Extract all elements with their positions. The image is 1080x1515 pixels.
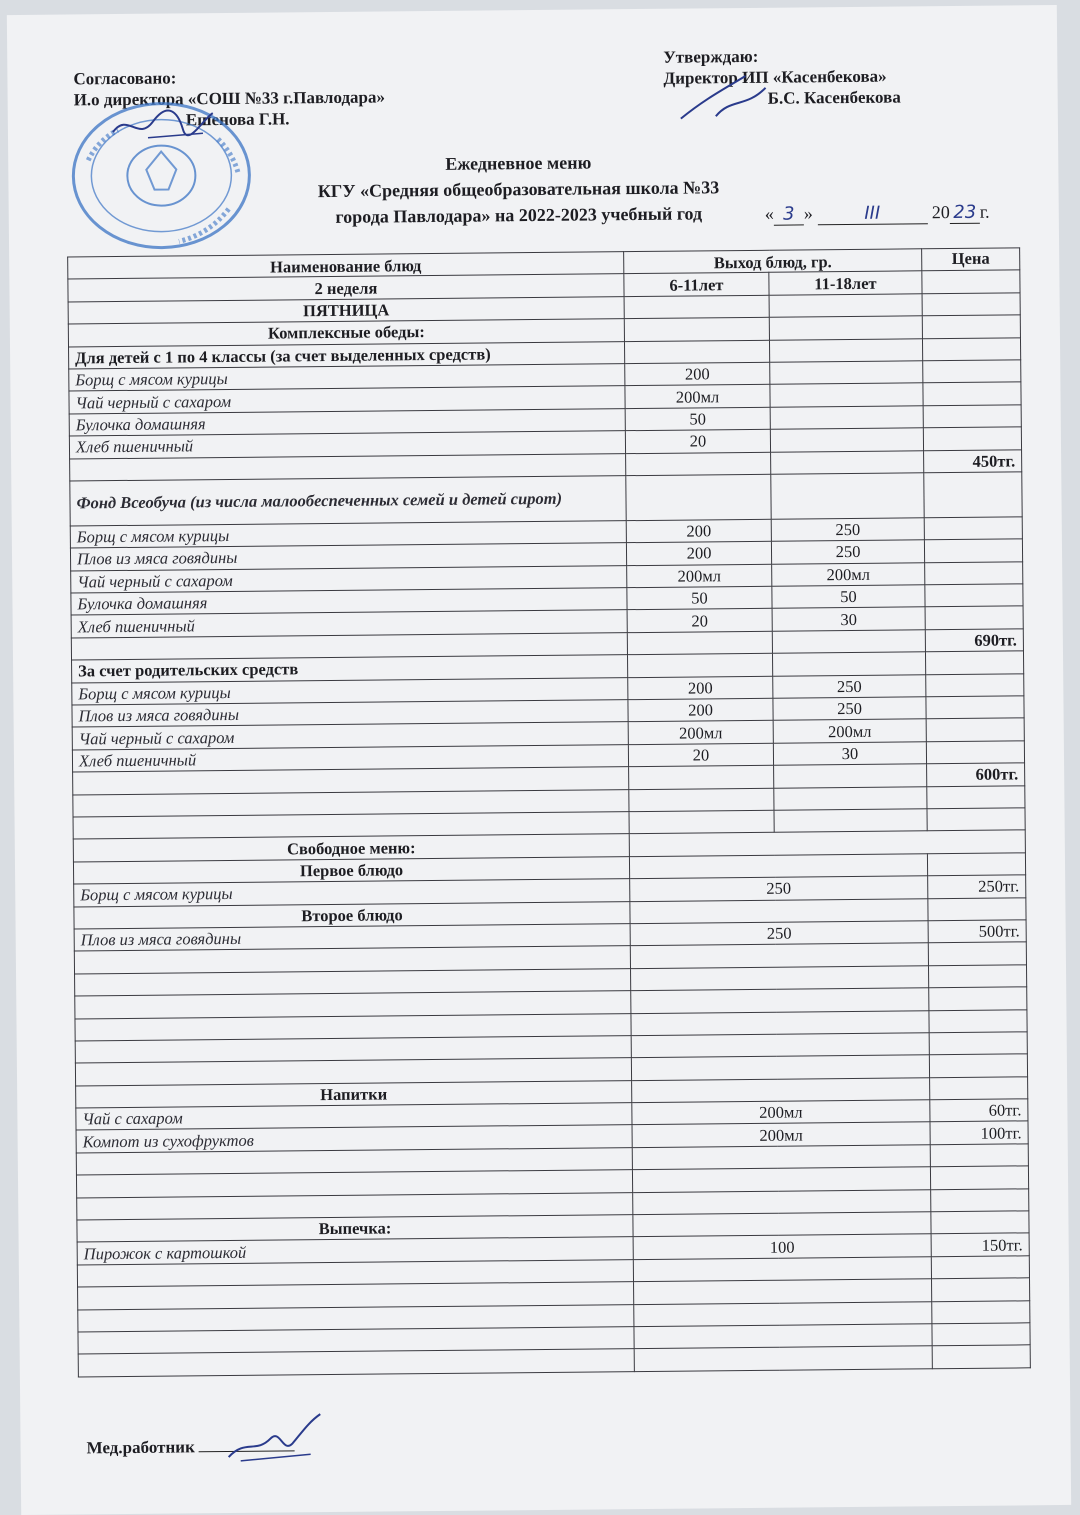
empty-cell [769,294,922,318]
col-header-price: Цена [922,248,1020,271]
empty-cell [932,1278,1030,1301]
empty-cell [926,718,1024,741]
dish-output-a: 20 [628,743,773,767]
dish-output-a: 200 [626,542,771,566]
col-header-output: Выход блюд, гр. [624,249,922,274]
empty-cell [774,809,927,833]
col-header-name: Наименование блюд [68,252,624,280]
empty-cell [769,316,922,340]
empty-cell [929,987,1027,1010]
dish-price: 60тг. [930,1099,1028,1122]
section-title: Для детей с 1 по 4 классы (за счет выделенных средств) [69,341,625,369]
dish-output: 200мл [632,1122,930,1147]
dish-output: 200мл [632,1100,930,1125]
empty-cell [927,853,1025,876]
title-line-2: КГУ «Средняя общеобразовательная школа №33 [317,177,720,202]
empty-cell [629,765,774,789]
empty-cell [774,786,927,810]
empty-cell [923,360,1021,383]
empty-cell [769,338,922,362]
agreed-director: И.о директора «СОШ №33 г.Павлодара» [73,87,386,110]
date-day: 3 [774,203,804,225]
empty-cell [925,562,1023,585]
dish-output-b: 250 [771,540,924,564]
agreed-name: Ешенова Г.Н. [185,109,290,130]
date-year-suffix: 23 [950,202,980,224]
empty-cell [634,1346,932,1371]
empty-cell [924,517,1022,540]
dish-name: Хлеб пшеничный [69,431,625,459]
first-course-title: Первое блюдо [73,856,629,884]
dish-name: Хлеб пшеничный [72,744,628,772]
dish-output-b: 30 [772,607,925,631]
date-g: г. [979,201,990,222]
empty-cell [627,631,772,655]
empty-cell [770,361,923,385]
empty-cell [633,1212,931,1237]
empty-cell [770,383,923,407]
empty-cell [772,630,925,654]
empty-cell [929,965,1027,988]
empty-cell [932,1345,1030,1368]
empty-cell [771,473,924,519]
empty-cell [925,584,1023,607]
empty-cell [930,1076,1028,1099]
empty-cell [631,1055,929,1080]
date-year-prefix: 20 [931,202,950,223]
empty-cell [624,317,769,341]
empty-cell [932,1300,1030,1323]
empty-cell [632,1077,930,1102]
empty-cell [629,810,774,834]
empty-cell [926,673,1024,696]
dish-price: 500тг. [928,920,1026,943]
empty-cell [930,1166,1028,1189]
empty-cell [931,1256,1029,1279]
age-group-2: 11-18лет [769,271,922,295]
dish-output-a: 200мл [625,385,770,409]
dish-name: Плов из мяса говядины [70,543,626,571]
empty-cell [927,785,1025,808]
dish-output-a: 200 [628,698,773,722]
dish-output-b: 250 [771,518,924,542]
title-line-3: города Павлодара» на 2022-2023 учебный год [335,203,703,227]
dish-name: Компот из сухофруктов [76,1125,632,1153]
empty-cell [631,1033,929,1058]
empty-cell [922,270,1020,293]
empty-cell [631,1010,929,1035]
empty-cell [770,406,923,430]
empty-cell [931,1211,1029,1234]
empty-cell [632,1145,930,1170]
title-line-1: Ежедневное меню [445,152,592,174]
free-menu-title: Свободное меню: [73,834,629,862]
section-title: Фонд Всеобуча (из числа малообеспеченных семей и детей сирот) [70,476,626,526]
dish-output-b: 200мл [773,719,926,743]
date-quote-close: » [803,203,813,224]
dish-output-b: 250 [773,697,926,721]
dish-name: Булочка домашняя [71,588,627,616]
empty-cell [771,450,924,474]
dish-name: Плов из мяса говядины [72,700,628,728]
menu-table [67,247,1031,1377]
complex-label: Комплексные обеды: [68,319,624,347]
dish-output-a: 200мл [627,564,772,588]
empty-cell [624,295,769,319]
dish-name: Чай черный с сахаром [69,386,625,414]
empty-cell [928,897,1026,920]
empty-cell [78,1349,634,1377]
dish-output: 250 [630,921,928,946]
empty-cell [927,808,1025,831]
dish-price: 250тг. [928,875,1026,898]
empty-cell [923,427,1021,450]
dish-output-a: 50 [625,407,770,431]
empty-cell [634,1279,932,1304]
dish-name: Хлеб пшеничный [71,610,627,638]
dish-output-b: 50 [772,585,925,609]
dish-output-b: 250 [773,674,926,698]
drinks-title: Напитки [76,1080,632,1108]
dish-name: Чай с сахаром [76,1103,632,1131]
empty-cell [923,405,1021,428]
dish-output-a: 200 [625,362,770,386]
dish-name: Борщ с мясом курицы [72,677,628,705]
menu-date [765,202,990,226]
empty-cell [633,1189,931,1214]
signature-left-icon [108,101,218,152]
second-course-title: Второе блюдо [74,901,630,929]
empty-cell [929,1009,1027,1032]
signature-medical-icon [220,1408,331,1469]
signature-right-icon [675,68,786,129]
dish-name: Чай черный с сахаром [71,565,627,593]
section-title: За счет родительских средств [72,655,628,683]
dish-name: Пирожок с картошкой [77,1237,633,1265]
dish-name: Борщ с мясом курицы [74,879,630,907]
dish-output-a: 20 [625,429,770,453]
week-label: 2 неделя [68,274,624,302]
empty-cell [634,1324,932,1349]
empty-cell [630,898,928,923]
empty-cell [932,1323,1030,1346]
empty-cell [626,452,771,476]
empty-cell [931,1188,1029,1211]
empty-cell [926,741,1024,764]
section-total-price: 690тг. [925,629,1023,652]
empty-cell [629,788,774,812]
empty-cell [925,651,1023,674]
empty-cell [770,428,923,452]
approved-name: Б.С. Касенбекова [767,87,901,108]
empty-cell [633,1257,931,1282]
age-group-1: 6-11лет [624,273,769,297]
empty-cell [922,293,1020,316]
empty-cell [928,942,1026,965]
approved-director: Директор ИП «Касенбекова» [663,66,887,88]
dish-output: 100 [633,1234,931,1259]
empty-cell [922,315,1020,338]
empty-cell [924,539,1022,562]
bakery-title: Выпечка: [77,1215,633,1243]
dish-price: 150тг. [931,1233,1029,1256]
dish-output-a: 50 [627,586,772,610]
dish-name: Чай черный с сахаром [72,722,628,750]
dish-name: Борщ с мясом курицы [70,521,626,549]
dish-output-a: 20 [627,609,772,633]
dish-output-a: 200 [626,519,771,543]
menu-title [238,147,799,230]
menu-sheet [7,5,1071,1515]
day-label: ПЯТНИЦА [68,296,624,324]
medical-worker-label: Мед.работник [86,1437,195,1458]
dish-output-b: 200мл [772,562,925,586]
dish-name: Борщ с мясом курицы [69,364,625,392]
empty-cell [631,965,929,990]
section-total-price: 450тг. [924,449,1022,472]
date-month: III [817,202,927,225]
empty-cell [922,337,1020,360]
dish-output-a: 200 [628,676,773,700]
dish-name: Булочка домашняя [69,408,625,436]
empty-cell [929,1054,1027,1077]
empty-cell [630,943,928,968]
empty-cell [772,652,925,676]
empty-cell [624,340,769,364]
empty-cell [929,1032,1027,1055]
empty-cell [634,1301,932,1326]
empty-cell [632,1167,930,1192]
date-quote-open: « [764,203,774,224]
empty-cell [631,988,929,1013]
empty-cell [627,654,772,678]
empty-cell [930,1144,1028,1167]
empty-cell [924,472,1022,518]
empty-cell [626,474,771,520]
dish-name: Плов из мяса говядины [74,924,630,952]
dish-output-a: 200мл [628,721,773,745]
dish-output-b: 30 [773,742,926,766]
approved-label: Утверждаю: [663,46,759,67]
agreed-label: Согласовано: [73,68,177,89]
empty-cell [923,382,1021,405]
empty-cell [629,854,927,879]
dish-price: 100тг. [930,1121,1028,1144]
empty-cell [926,696,1024,719]
empty-cell [774,764,927,788]
empty-cell [925,606,1023,629]
dish-output: 250 [630,876,928,901]
section-total-price: 600тг. [927,763,1025,786]
